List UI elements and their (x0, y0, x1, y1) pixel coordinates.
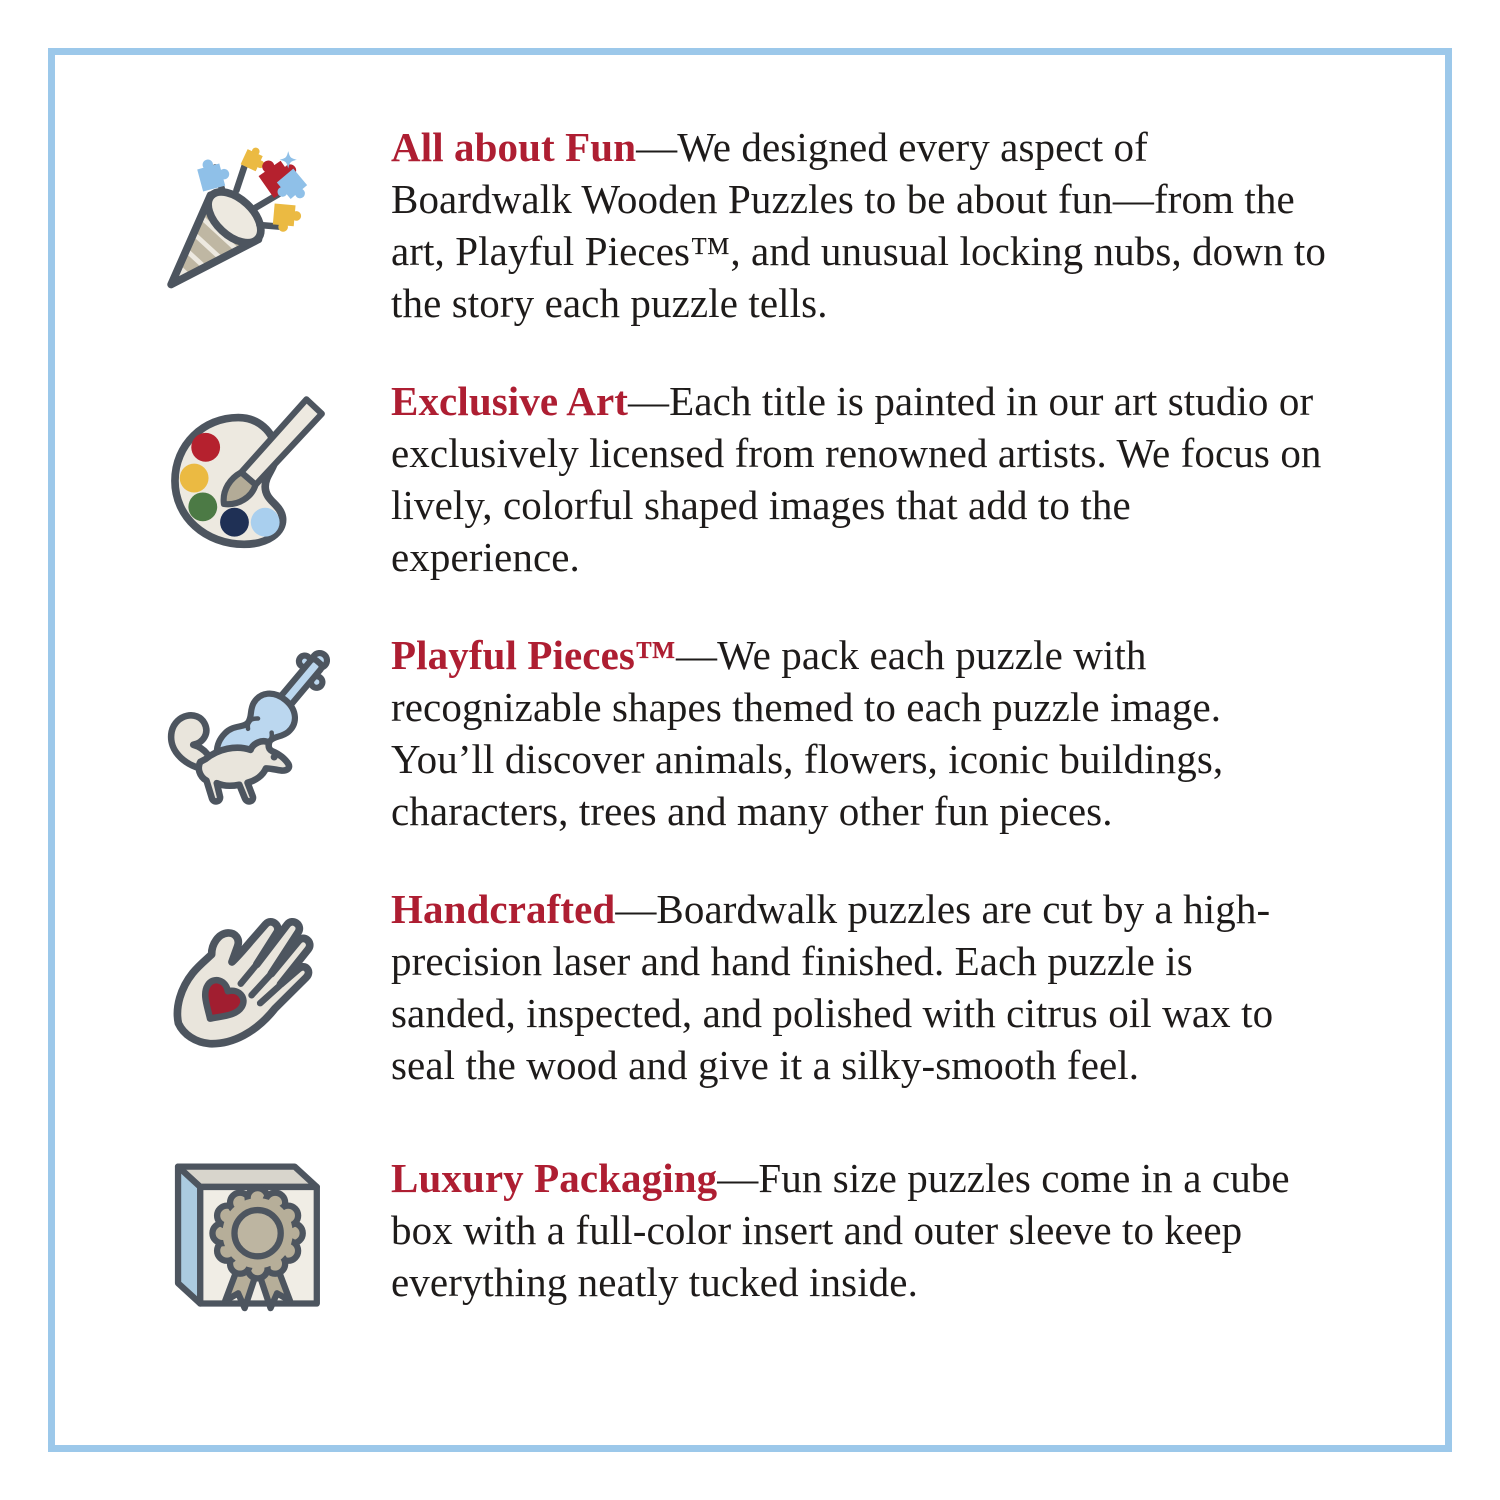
feature-body: —Boardwalk puzzles are cut by a high-precision laser and hand finished. Each puzzle is sanded, inspected, and polished with citrus oil wax to seal the wood and give it a silky-smooth feel. (391, 886, 1274, 1088)
feature-text (391, 883, 1327, 1091)
squirrel-violin-puzzle-icon (101, 631, 391, 836)
feature-title: Playful Pieces™ (391, 632, 677, 678)
feature-row-handcrafted (101, 883, 1327, 1091)
feature-title: All about Fun (391, 124, 637, 170)
squirrel-violin-graphic (144, 631, 349, 836)
feature-row-luxury-packaging (101, 1137, 1327, 1322)
paint-palette-graphic (150, 383, 342, 575)
feature-text (391, 375, 1327, 583)
hand-heart-graphic (150, 891, 342, 1083)
feature-title: Exclusive Art (391, 378, 629, 424)
feature-list (55, 55, 1445, 1445)
feature-row-all-about-fun (101, 121, 1327, 329)
party-popper-graphic (146, 129, 346, 321)
luxury-box-graphic (154, 1137, 339, 1322)
luxury-box-icon (101, 1137, 391, 1322)
feature-row-playful-pieces (101, 629, 1327, 837)
feature-title: Luxury Packaging (391, 1154, 718, 1201)
party-popper-icon (101, 129, 391, 321)
feature-body: —We designed every aspect of Boardwalk Wooden Puzzles to be about fun—from the art, Playful Pieces™, and unusual locking nubs, down to the story each puzzle tells. (391, 124, 1327, 326)
feature-text (391, 121, 1327, 329)
feature-body: —Fun size puzzles come in a cube box with a full-color insert and outer sleeve to keep everything neatly tucked inside. (391, 1154, 1290, 1305)
feature-body: —Each title is painted in our art studio or exclusively licensed from renowned artists. We focus on lively, colorful shaped images that add to the experience. (391, 378, 1322, 580)
paint-palette-icon (101, 383, 391, 575)
hand-heart-icon (101, 891, 391, 1083)
feature-text (391, 629, 1327, 837)
feature-text (391, 1152, 1327, 1308)
feature-row-exclusive-art (101, 375, 1327, 583)
panel-border (48, 48, 1452, 1452)
feature-body: —We pack each puzzle with recognizable shapes themed to each puzzle image. You’ll discover animals, flowers, iconic buildings, characters, trees and many other fun pieces. (391, 632, 1224, 834)
feature-title: Handcrafted (391, 886, 616, 932)
